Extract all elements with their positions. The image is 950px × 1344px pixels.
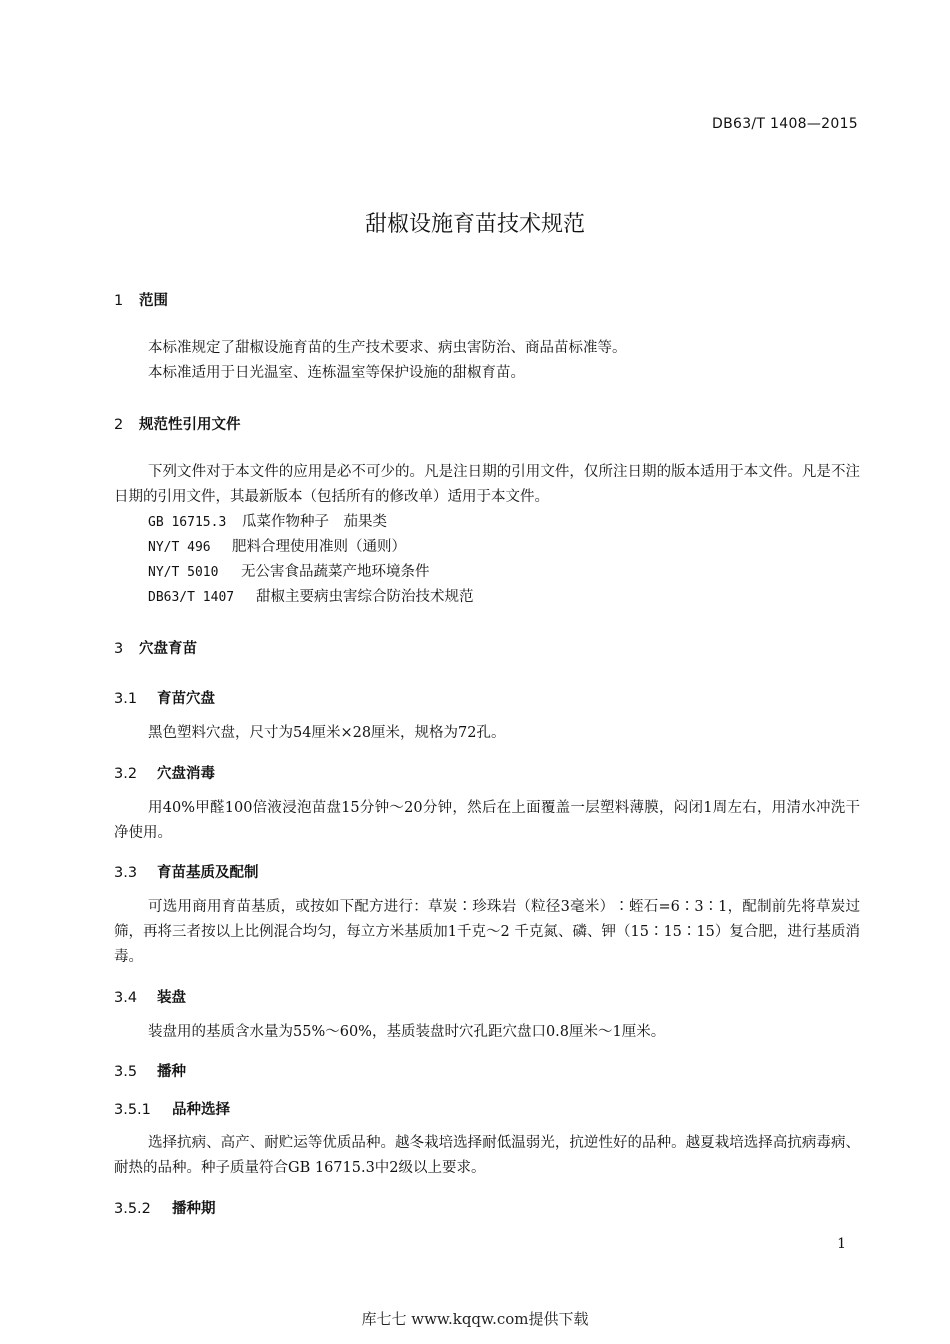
subsection-3-5-1-heading xyxy=(114,1098,230,1119)
reference-item xyxy=(148,560,474,585)
reference-code: NY/T 496 xyxy=(148,540,211,555)
subsection-3-2-body xyxy=(114,796,860,846)
section-number: 3.5.2 xyxy=(114,1201,151,1217)
section-3-heading xyxy=(114,637,197,658)
section-1-heading xyxy=(114,289,168,310)
section-2-body xyxy=(114,460,860,510)
section-number: 3.4 xyxy=(114,990,138,1006)
reference-code: GB 16715.3 xyxy=(148,515,227,530)
reference-title: 无公害食品蔬菜产地环境条件 xyxy=(241,564,430,580)
section-number: 3 xyxy=(114,641,124,657)
paragraph: 黑色塑料穴盘，尺寸为54厘米×28厘米，规格为72孔。 xyxy=(148,725,506,741)
paragraph: 选择抗病、高产、耐贮运等优质品种。越冬栽培选择耐低温弱光，抗逆性好的品种。越夏栽培选择高抗病毒病、耐热的品种。种子质量符合GB 16715.3中2级以上要求。 xyxy=(114,1135,860,1176)
page-number: 1 xyxy=(837,1236,846,1252)
subsection-3-1-body xyxy=(114,721,860,746)
reference-title: 瓜菜作物种子 茄果类 xyxy=(242,514,387,530)
section-number: 1 xyxy=(114,293,124,309)
section-title: 育苗穴盘 xyxy=(157,691,215,707)
subsection-3-3-body xyxy=(114,895,860,970)
paragraph: 可选用商用育苗基质，或按如下配方进行：草炭∶珍珠岩（粒径3毫米）∶蛭石=6∶3∶1，配制前先将草炭过筛，再将三者按以上比例混合均匀，每立方米基质加1千克～2 千克氮、磷、钾（15∶15∶15）复合肥，进行基质消毒。 xyxy=(114,899,860,965)
reference-item xyxy=(148,585,474,610)
section-2-heading xyxy=(114,413,241,434)
reference-item xyxy=(148,535,474,560)
reference-item xyxy=(148,510,474,535)
paragraph: 下列文件对于本文件的应用是必不可少的。凡是注日期的引用文件，仅所注日期的版本适用于本文件。凡是不注日期的引用文件，其最新版本（包括所有的修改单）适用于本文件。 xyxy=(114,464,860,505)
section-title: 装盘 xyxy=(157,990,186,1006)
subsection-3-5-1-body xyxy=(114,1131,860,1181)
document-title: 甜椒设施育苗技术规范 xyxy=(364,212,585,237)
section-1-body xyxy=(114,336,860,386)
download-watermark: 库七七 www.kqqw.com提供下载 xyxy=(361,1310,589,1328)
section-title: 穴盘消毒 xyxy=(157,766,215,782)
paragraph: 用40%甲醛100倍液浸泡苗盘15分钟～20分钟，然后在上面覆盖一层塑料薄膜，闷闭1周左右，用清水冲洗干净使用。 xyxy=(114,800,860,841)
section-number: 3.1 xyxy=(114,691,138,707)
subsection-3-4-body xyxy=(114,1020,860,1045)
section-title: 品种选择 xyxy=(172,1102,230,1118)
reference-title: 肥料合理使用准则（通则） xyxy=(232,539,406,555)
subsection-3-5-2-heading xyxy=(114,1197,216,1218)
subsection-3-4-heading xyxy=(114,986,186,1007)
reference-code: DB63/T 1407 xyxy=(148,590,235,605)
section-title: 播种期 xyxy=(172,1201,216,1217)
subsection-3-2-heading xyxy=(114,762,215,783)
paragraph: 本标准适用于日光温室、连栋温室等保护设施的甜椒育苗。 xyxy=(148,365,525,381)
subsection-3-1-heading xyxy=(114,687,215,708)
section-number: 3.5 xyxy=(114,1064,138,1080)
subsection-3-3-heading xyxy=(114,861,259,882)
subsection-3-5-heading xyxy=(114,1060,186,1081)
section-title: 播种 xyxy=(157,1064,186,1080)
reference-title: 甜椒主要病虫害综合防治技术规范 xyxy=(256,589,474,605)
section-title: 规范性引用文件 xyxy=(139,417,241,433)
section-title: 育苗基质及配制 xyxy=(157,865,259,881)
section-number: 3.3 xyxy=(114,865,138,881)
standard-code: DB63/T 1408—2015 xyxy=(712,116,858,132)
paragraph: 本标准规定了甜椒设施育苗的生产技术要求、病虫害防治、商品苗标准等。 xyxy=(148,340,627,356)
section-number: 2 xyxy=(114,417,124,433)
section-title: 穴盘育苗 xyxy=(139,641,197,657)
reference-code: NY/T 5010 xyxy=(148,565,219,580)
section-number: 3.2 xyxy=(114,766,138,782)
normative-references-list xyxy=(148,510,474,610)
paragraph: 装盘用的基质含水量为55%～60%，基质装盘时穴孔距穴盘口0.8厘米～1厘米。 xyxy=(148,1024,666,1040)
section-title: 范围 xyxy=(139,293,168,309)
section-number: 3.5.1 xyxy=(114,1102,151,1118)
